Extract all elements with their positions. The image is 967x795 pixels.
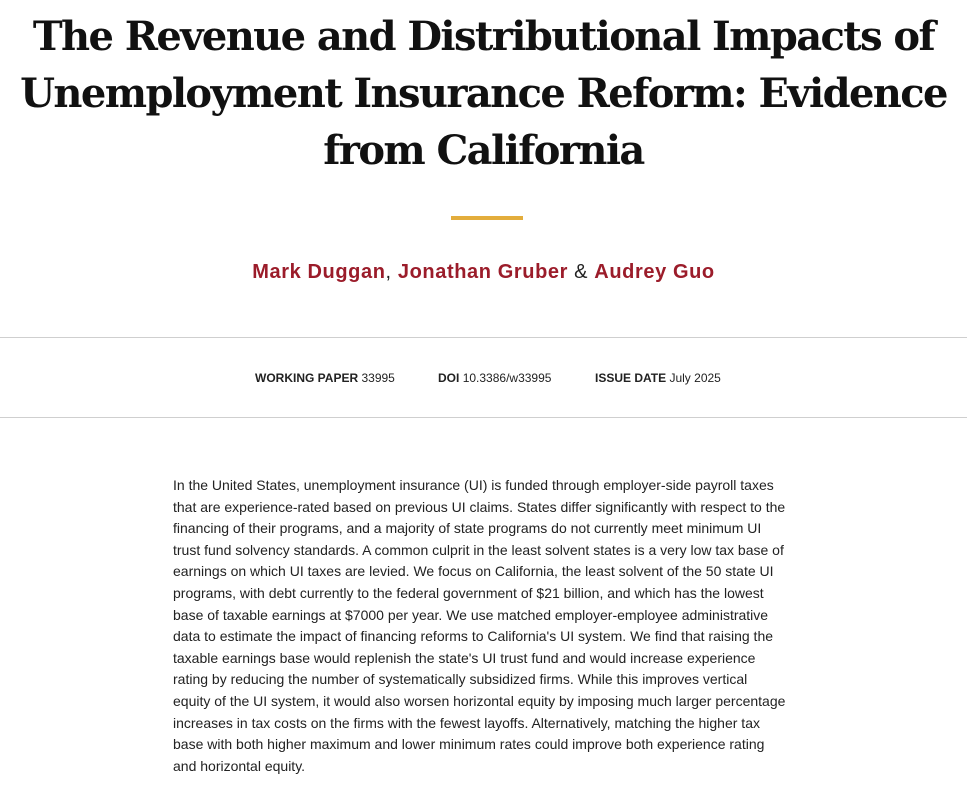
abstract-line: data to estimate the impact of financing reforms to California's UI system. We find that raising the: [173, 628, 774, 645]
abstract-line: earnings on which UI taxes are levied. We focus on California, the least solvent of the 50 state UI: [173, 563, 774, 580]
title-line: The Revenue and Distributional Impacts of: [32, 13, 935, 60]
author-link[interactable]: Mark Duggan: [252, 261, 386, 283]
author-link[interactable]: Audrey Guo: [594, 261, 715, 283]
title-line: from California: [323, 127, 644, 174]
paper-title: [0, 8, 967, 179]
doi-value[interactable]: 10.3386/w33995: [462, 371, 552, 385]
accent-divider: [451, 216, 523, 220]
doi-meta: [438, 369, 551, 387]
working-paper-number: 33995: [361, 371, 395, 385]
working-paper-label: WORKING PAPER: [255, 371, 359, 385]
abstract-line: rating by reducing the number of systematically subsidized firms. While this improves vertical: [173, 671, 748, 688]
issue-date-value: July 2025: [669, 371, 721, 385]
paper-metadata-bar: [0, 337, 967, 418]
abstract-line: In the United States, unemployment insurance (UI) is funded through employer-side payroll taxes: [173, 477, 774, 493]
author-separator: &: [574, 261, 589, 283]
title-line: Unemployment Insurance Reform: Evidence: [20, 70, 947, 117]
abstract-line: programs, with debt currently to the federal government of $21 billion, and which has the lowest: [173, 584, 764, 601]
author-link[interactable]: Jonathan Gruber: [397, 261, 568, 283]
issue-date-meta: [595, 369, 721, 387]
doi-label: DOI: [438, 371, 460, 385]
abstract-line: taxable earnings base would replenish the state's UI trust fund and would increase experience: [173, 649, 756, 666]
abstract-line: increases in tax costs on the firms with the fewest layoffs. Alternatively, matching the higher tax: [173, 714, 760, 731]
abstract-text: [173, 475, 813, 777]
working-paper-meta: [255, 369, 395, 387]
abstract-line: base of taxable earnings at $7000 per year. We use matched employer-employee administrative: [173, 606, 769, 623]
author-separator: ,: [385, 261, 392, 283]
abstract-line: that are experience-rated based on previous UI claims. States differ significantly with respect to the: [173, 498, 786, 515]
abstract-line: base with both higher maximum and lower minimum rates could improve both experience rating: [173, 736, 765, 753]
abstract-line: financing of their programs, and a majority of state programs do not currently meet minimum UI: [173, 520, 762, 537]
issue-date-label: ISSUE DATE: [595, 371, 667, 385]
abstract-line: trust fund solvency standards. A common culprit in the least solvent states is a very low tax base of: [173, 541, 784, 558]
abstract-line: equity of the UI system, it would also worsen horizontal equity by imposing much larger percentage: [173, 692, 786, 709]
author-list: [0, 258, 967, 286]
abstract-line: and horizontal equity.: [173, 757, 306, 774]
